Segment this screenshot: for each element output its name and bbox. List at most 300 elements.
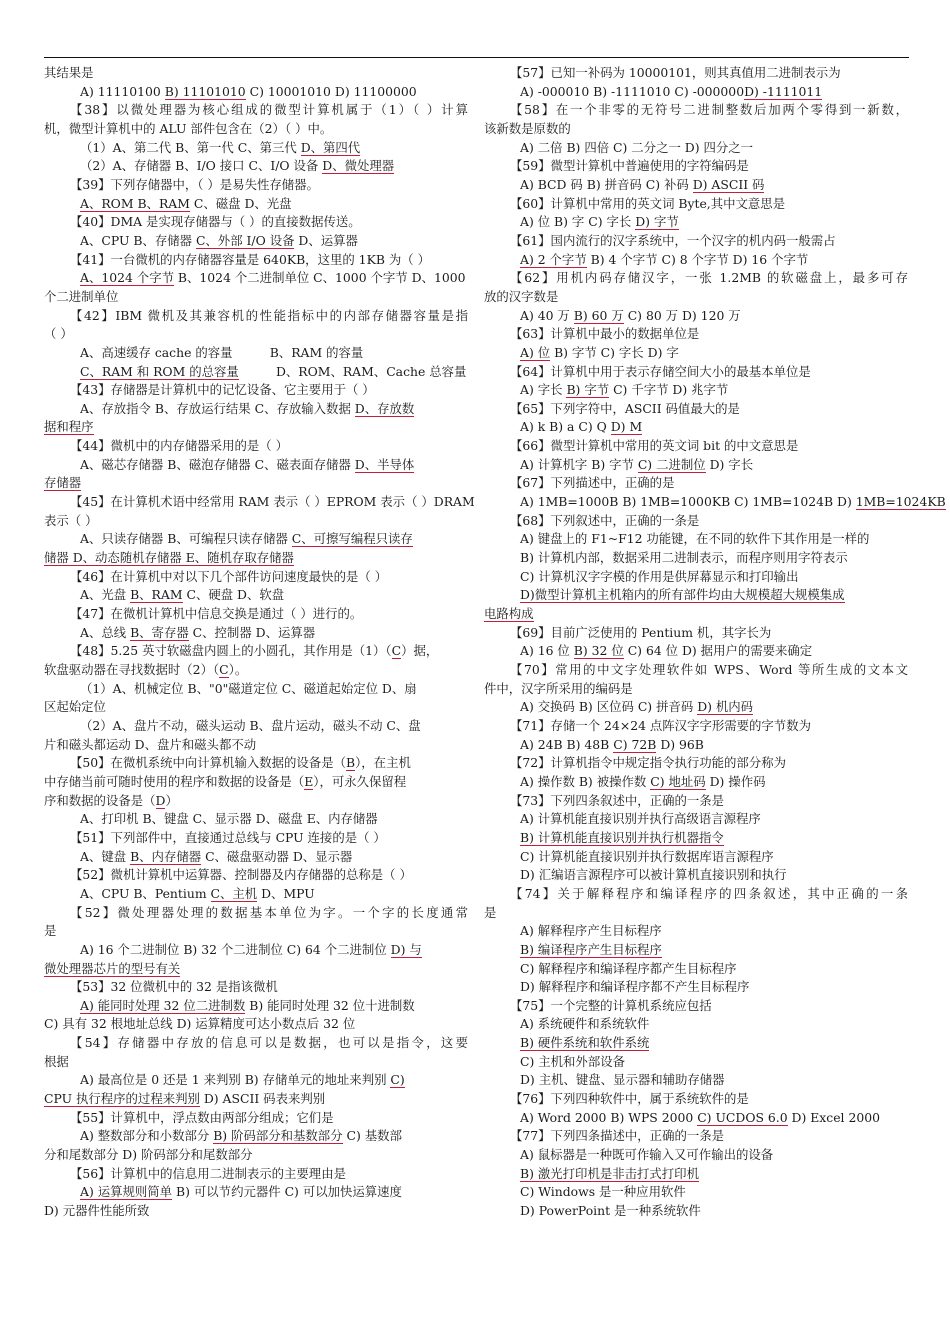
line-text: 【66】微型计算机中常用的英文词 bit 的中文意思是 xyxy=(510,438,799,454)
line-text: 【56】计算机中的信息用二进制表示的主要理由是 xyxy=(70,1165,346,1181)
line-text-rest: B、1024 个二进制单位 C、1000 个字节 D、1000 xyxy=(173,270,466,286)
line-text-rest: D) Excel 2000 xyxy=(787,1109,880,1125)
text-line xyxy=(484,680,908,699)
line-text: 【51】下列部件中，直接通过总线与 CPU 连接的是（ ） xyxy=(70,829,386,845)
text-line xyxy=(44,101,468,120)
line-text: A) 交换码 B) 区位码 C) 拼音码 xyxy=(520,699,698,715)
text-line xyxy=(484,269,908,288)
line-text-rest: C、磁盘驱动器 D、显示器 xyxy=(201,848,353,864)
answer-underline: C) UCDOS 6.0 xyxy=(697,1109,788,1125)
line-text: 【77】下列四条描述中，正确的一条是 xyxy=(510,1128,725,1144)
line-text-rest: D) ASCII 码表来判别 xyxy=(199,1091,326,1107)
line-text-rest: C、硬盘 D、软盘 xyxy=(182,587,285,603)
line-text: 【58】在一个非零的无符号二进制整数后加两个零得到一新数， xyxy=(510,102,908,118)
line-text: （2）A、存储器 B、I/O 接口 C、I/O 设备 xyxy=(80,158,323,174)
answer-underline: A、ROM B、RAM xyxy=(80,195,190,211)
answer-underline: B) 32 位 xyxy=(573,643,624,659)
text-line xyxy=(44,363,468,382)
line-text: A) 字长 xyxy=(520,382,567,398)
line-text: A) Word 2000 B) WPS 2000 xyxy=(520,1109,698,1125)
header-rule xyxy=(44,57,909,58)
line-text: C) Windows 是一种应用软件 xyxy=(520,1184,686,1200)
line-text: A) 二倍 B) 四倍 C) 二分之一 D) 四分之一 xyxy=(520,139,754,155)
line-text-rest: ）。 xyxy=(228,662,248,677)
text-line xyxy=(44,1015,468,1034)
answer-underline: D、半导体 xyxy=(354,456,415,472)
line-text: 件中，汉字所采用的编码是 xyxy=(484,680,633,696)
line-text-rest: D) 字长 xyxy=(705,456,754,472)
text-line xyxy=(484,1202,908,1221)
text-line xyxy=(484,829,908,848)
text-line xyxy=(484,232,908,251)
line-text-rest: B) 可以节约元器件 C) 可以加快运算速度 xyxy=(172,1184,402,1200)
line-text: 【72】计算机指令中规定指令执行功能的部分称为 xyxy=(510,755,786,771)
line-text: D) PowerPoint 是一种系统软件 xyxy=(520,1203,701,1219)
answer-underline: D)微型计算机主机箱内的所有部件均由大规模超大规模集成 xyxy=(520,587,845,603)
answer-underline: 储器 D、动态随机存储器 E、随机存取存储器 xyxy=(44,550,294,566)
line-text: 【45】在计算机术语中经常用 RAM 表示（ ）EPROM 表示（ ）DRAM xyxy=(70,494,475,510)
line-text: 【53】32 位微机中的 32 是指该微机 xyxy=(70,979,278,995)
line-text: 【62】用机内码存储汉字，一张 1.2MB 的软磁盘上，最多可存 xyxy=(510,270,908,286)
text-line xyxy=(484,400,908,419)
text-line xyxy=(484,810,908,829)
text-line xyxy=(44,1053,468,1072)
line-text: C) 具有 32 根地址总线 D) 运算精度可达小数点后 32 位 xyxy=(44,1016,356,1032)
text-line xyxy=(484,586,908,605)
line-text: A) 16 位 xyxy=(520,643,574,659)
line-text: A、CPU B、存储器 xyxy=(80,232,196,248)
answer-underline: A) 2 个字节 xyxy=(520,251,587,267)
text-line xyxy=(44,307,468,326)
text-line xyxy=(44,661,468,680)
answer-underline: C xyxy=(391,643,402,659)
line-text: 【48】5.25 英寸软磁盘内圆上的小圆孔，其作用是（1）（ xyxy=(70,643,392,659)
line-text-rest: ）据， xyxy=(401,643,439,659)
text-line xyxy=(484,474,908,493)
line-text: A) -000010 B) -1111010 C) -000000 xyxy=(520,83,745,99)
text-line xyxy=(484,363,908,382)
text-line xyxy=(484,754,908,773)
line-text: 该新数是原数的 xyxy=(484,120,571,136)
text-line xyxy=(484,978,908,997)
text-line xyxy=(44,1183,468,1202)
answer-underline: C) 地址码 xyxy=(650,773,706,789)
text-line xyxy=(44,904,468,923)
text-line xyxy=(484,1034,908,1053)
line-text: A) 最高位是 0 还是 1 来判别 B) 存储单元的地址来判别 xyxy=(80,1072,391,1088)
line-text: 【76】下列四种软件中，属于系统软件的是 xyxy=(510,1091,749,1107)
line-text: 放的汉字数是 xyxy=(484,288,559,304)
text-line xyxy=(484,904,908,923)
text-line xyxy=(44,139,468,158)
text-line xyxy=(44,848,468,867)
line-text: C) 计算机汉字字模的作用是供屏幕显示和打印输出 xyxy=(520,568,799,584)
text-line xyxy=(484,83,908,102)
answer-underline: B) 11101010 xyxy=(164,83,246,99)
answer-underline: 存储器 xyxy=(44,475,82,491)
text-line xyxy=(484,493,946,512)
text-line xyxy=(484,512,908,531)
answer-underline: A) 位 xyxy=(520,344,551,360)
line-text-rest: C) 基数部 xyxy=(342,1128,402,1144)
line-text: 分和尾数部分 D) 阶码部分和尾数部分 xyxy=(44,1147,253,1163)
line-text: 中存储当前可随时使用的程序和数据的设备是（ xyxy=(44,773,305,789)
text-line xyxy=(44,269,468,288)
line-text: 【44】微机中的内存储器采用的是（ ） xyxy=(70,438,288,454)
line-text-rest: ） xyxy=(165,792,178,808)
line-text-rest: B) 4 个字节 C) 8 个字节 D) 16 个字节 xyxy=(586,251,809,267)
line-text: A) 鼠标器是一种既可作输入又可作输出的设备 xyxy=(520,1147,774,1163)
line-text: 【52】微处理器处理的数据基本单位为字。一个字的长度通常 xyxy=(70,904,468,920)
line-text: （ ） xyxy=(44,326,73,342)
line-text: 【75】一个完整的计算机系统应包括 xyxy=(510,997,712,1013)
text-line xyxy=(44,400,468,419)
text-line xyxy=(44,960,468,979)
text-line xyxy=(44,157,468,176)
text-line xyxy=(484,605,908,624)
answer-underline: D) -1111011 xyxy=(744,83,823,99)
answer-underline: D xyxy=(155,792,166,808)
text-line xyxy=(484,418,908,437)
line-text: 【55】计算机中，浮点数由两部分组成；它们是 xyxy=(70,1109,334,1125)
answer-underline: D) ASCII 码 xyxy=(692,176,765,192)
answer-underline: B) 激光打印机是非击打式打印机 xyxy=(520,1165,699,1181)
line-text: （1）A、机械定位 B、"0"磁道定位 C、磁道起始定位 D、扇 xyxy=(80,680,417,696)
answer-underline: C xyxy=(219,662,229,677)
text-line xyxy=(484,101,908,120)
answer-underline: C、外部 I/O 设备 xyxy=(195,232,295,248)
line-text: A) 计算机能直接识别并执行高级语言源程序 xyxy=(520,811,761,827)
answer-underline: CPU 执行程序的过程来判别 xyxy=(44,1091,200,1107)
line-text: D) 解释程序和编译程序都不产生目标程序 xyxy=(520,979,750,995)
text-line xyxy=(484,717,908,736)
text-line xyxy=(484,251,908,270)
text-line xyxy=(484,885,908,904)
text-line xyxy=(484,176,908,195)
text-line xyxy=(44,456,468,475)
text-line xyxy=(44,120,468,139)
text-line xyxy=(484,157,908,176)
answer-underline: C) xyxy=(390,1072,405,1088)
text-line xyxy=(44,213,468,232)
text-line xyxy=(484,922,908,941)
line-text: A) 计算机字 B) 字节 xyxy=(520,456,638,472)
text-line xyxy=(44,1071,468,1090)
text-line xyxy=(484,1090,908,1109)
line-text: 【43】存储器是计算机中的记忆设备、它主要用于（ ） xyxy=(70,382,375,398)
text-line xyxy=(484,288,908,307)
answer-underline: C) 二进制位 xyxy=(637,456,706,472)
line-text: 【40】DMA 是实现存储器与（ ）的直接数据传送。 xyxy=(70,214,361,230)
text-line xyxy=(44,773,468,792)
line-text: 片和磁头都运动 D、盘片和磁头都不动 xyxy=(44,736,257,752)
text-line xyxy=(44,829,468,848)
answer-underline: B) 编译程序产生目标程序 xyxy=(520,941,662,957)
text-line xyxy=(484,456,908,475)
line-text: 根据 xyxy=(44,1053,69,1069)
text-line xyxy=(44,512,468,531)
text-line xyxy=(44,922,468,941)
line-text-rest: ），在主机 xyxy=(355,755,411,771)
answer-underline: B) 硬件系统和软件系统 xyxy=(520,1035,650,1051)
line-text: 表示（ ） xyxy=(44,512,98,528)
line-text: A、总线 xyxy=(80,624,131,640)
line-text-rest: C、控制器 D、运算器 xyxy=(188,624,316,640)
answer-underline: 微处理器芯片的型号有关 xyxy=(44,960,181,976)
line-text: 【41】一台微机的内存储器容量是 640KB，这里的 1KB 为（ ） xyxy=(70,251,430,267)
text-line xyxy=(484,195,908,214)
line-text: 【69】目前广泛使用的 Pentium 机，其字长为 xyxy=(510,624,772,640)
line-text: 【39】下列存储器中，（ ）是易失性存储器。 xyxy=(70,176,319,192)
line-text-rest: C) 千字节 D) 兆字节 xyxy=(609,382,729,398)
text-line xyxy=(44,586,468,605)
line-text: B) 计算机内部，数据采用二进制表示，而程序则用字符表示 xyxy=(520,550,848,566)
text-line xyxy=(44,418,468,437)
text-line xyxy=(484,139,908,158)
answer-underline: 电路构成 xyxy=(484,606,534,622)
line-text: 【67】下列描述中，正确的是 xyxy=(510,475,675,491)
line-text: D) 元器件性能所致 xyxy=(44,1203,150,1219)
left-column xyxy=(44,64,475,1221)
line-text: （2）A、盘片不动，磁头运动 B、盘片运动，磁头不动 C、盘 xyxy=(80,717,421,733)
text-line xyxy=(484,325,908,344)
answer-underline: C、RAM 和 ROM 的总容量 xyxy=(80,363,239,379)
text-line xyxy=(484,866,908,885)
text-line xyxy=(484,642,908,661)
text-line xyxy=(484,437,908,456)
line-text: 【61】国内流行的汉字系统中，一个汉字的机内码一般需占 xyxy=(510,232,836,248)
text-line xyxy=(44,736,468,755)
text-line xyxy=(484,1071,908,1090)
line-text: 机，微型计算机中的 ALU 部件包含在（2）（ ）中。 xyxy=(44,120,333,136)
line-text: A) 1MB=1000B B) 1MB=1000KB C) 1MB=1024B D) xyxy=(520,494,856,510)
text-line xyxy=(484,698,908,717)
answer-underline: D、存放数 xyxy=(354,400,415,416)
text-line xyxy=(44,1034,468,1053)
line-text: A) 40 万 xyxy=(520,307,574,323)
text-line xyxy=(484,792,908,811)
answer-underline: B) 计算机能直接识别并执行机器指令 xyxy=(520,829,724,845)
text-line xyxy=(484,661,908,680)
line-text: 【52】微机计算机中运算器、控制器及内存储器的总称是（ ） xyxy=(70,867,412,883)
line-text: A) 操作数 B) 被操作数 xyxy=(520,773,651,789)
line-text-rest: D、ROM、RAM、Cache 总容量 xyxy=(238,363,467,379)
line-text: A) 系统硬件和系统软件 xyxy=(520,1016,650,1032)
text-line xyxy=(484,213,908,232)
line-text: A) 11110100 xyxy=(80,83,165,99)
line-text: 是 xyxy=(484,904,497,920)
text-line xyxy=(44,642,468,661)
text-line xyxy=(44,325,468,344)
text-line xyxy=(44,176,468,195)
line-text: A) 解释程序产生目标程序 xyxy=(520,923,662,939)
line-text: 【50】在微机系统中向计算机输入数据的设备是（ xyxy=(70,755,346,771)
text-line xyxy=(484,1015,908,1034)
line-text: 序和数据的设备是（ xyxy=(44,792,156,808)
line-text: A、CPU B、Pentium xyxy=(80,885,211,901)
answer-underline: B) 60 万 xyxy=(573,307,624,323)
text-line xyxy=(44,1165,468,1184)
line-text: A、键盘 xyxy=(80,848,131,864)
text-line xyxy=(44,866,468,885)
line-text: 区起始定位 xyxy=(44,699,106,715)
line-text: C) 解释程序和编译程序都产生目标程序 xyxy=(520,960,737,976)
answer-underline: C) 72B xyxy=(613,736,657,752)
line-text: A、磁芯存储器 B、磁泡存储器 C、磁表面存储器 xyxy=(80,456,355,472)
line-text: 【60】计算机中常用的英文词 Byte,其中文意思是 xyxy=(510,195,786,211)
text-line xyxy=(44,941,468,960)
text-line xyxy=(44,568,468,587)
line-text-rest: B) 能同时处理 32 位十进制数 xyxy=(245,997,415,1013)
text-line xyxy=(44,288,468,307)
line-text: A) 键盘上的 F1~F12 功能键，在不同的软件下其作用是一样的 xyxy=(520,531,870,547)
line-text-rest: C) 80 万 D) 120 万 xyxy=(623,307,741,323)
line-text: A) 位 B) 字 C) 字长 xyxy=(520,214,636,230)
text-line xyxy=(484,1127,908,1146)
text-line xyxy=(44,1127,468,1146)
answer-underline: B、寄存器 xyxy=(130,624,189,640)
line-text: 是 xyxy=(44,923,57,939)
text-line xyxy=(44,232,468,251)
text-line xyxy=(484,307,908,326)
line-text: A、存放指令 B、存放运行结果 C、存放输入数据 xyxy=(80,400,355,416)
line-text: 【65】下列字符中，ASCII 码值最大的是 xyxy=(510,400,740,416)
answer-underline: A) 能同时处理 32 位二进制数 xyxy=(80,997,246,1013)
text-line xyxy=(44,493,475,512)
text-line xyxy=(44,1109,468,1128)
text-line xyxy=(484,530,908,549)
text-line xyxy=(484,1146,908,1165)
text-line xyxy=(484,736,908,755)
text-line xyxy=(484,549,908,568)
text-line xyxy=(484,960,908,979)
answer-underline: D) 字节 xyxy=(635,214,679,230)
text-line xyxy=(484,624,908,643)
answer-underline: B、内存储器 xyxy=(130,848,202,864)
line-text: 【54】存储器中存放的信息可以是数据，也可以是指令，这要 xyxy=(70,1035,468,1051)
text-line xyxy=(484,997,908,1016)
text-line xyxy=(484,344,908,363)
answer-underline: D、微处理器 xyxy=(322,158,395,174)
text-line xyxy=(44,64,468,83)
line-text: 【71】存储一个 24×24 点阵汉字字形需要的字节数为 xyxy=(510,717,811,733)
text-line xyxy=(44,83,468,102)
answer-underline: B xyxy=(345,755,356,771)
answer-underline: D) 机内码 xyxy=(697,699,754,715)
line-text: C) 计算机能直接识别并执行数据库语言源程序 xyxy=(520,848,774,864)
text-line xyxy=(484,568,908,587)
line-text: A、高速缓存 cache 的容量 B、RAM 的容量 xyxy=(80,344,364,360)
text-line xyxy=(44,1146,468,1165)
answer-underline: C、可擦写编程只读存 xyxy=(291,531,413,547)
answer-underline: B) 阶码部分和基数部分 xyxy=(213,1128,343,1144)
text-line xyxy=(44,1090,468,1109)
line-text-rest: B) 字节 C) 字长 D) 字 xyxy=(550,344,679,360)
text-line xyxy=(44,698,468,717)
text-line xyxy=(44,195,468,214)
line-text: 【68】下列叙述中，正确的一条是 xyxy=(510,512,700,528)
text-line xyxy=(44,810,468,829)
line-text-rest: C、磁盘 D、光盘 xyxy=(189,195,292,211)
text-line xyxy=(44,885,468,904)
text-line xyxy=(484,941,908,960)
text-line xyxy=(44,605,468,624)
text-line xyxy=(44,754,468,773)
answer-underline: 据和程序 xyxy=(44,419,94,435)
line-text: 【74】关于解释程序和编译程序的四条叙述，其中正确的一条 xyxy=(510,885,908,901)
text-line xyxy=(484,64,908,83)
line-text-rest: C) 10001010 D) 11100000 xyxy=(245,83,417,99)
text-line xyxy=(484,773,908,792)
line-text: C) 主机和外部设备 xyxy=(520,1053,625,1069)
line-text: 【46】在计算机中对以下几个部件访问速度最快的是（ ） xyxy=(70,568,388,584)
line-text: 【38】以微处理器为核心组成的微型计算机属于（1）（ ）计算 xyxy=(70,102,468,118)
text-line xyxy=(44,978,468,997)
text-line xyxy=(484,120,908,139)
text-line xyxy=(44,717,468,736)
line-text-rest: C) 64 位 D) 据用户的需要来确定 xyxy=(623,643,813,659)
line-text: 个二进制单位 xyxy=(44,288,119,304)
text-line xyxy=(484,1183,908,1202)
line-text: 【64】计算机中用于表示存储空间大小的最基本单位是 xyxy=(510,363,811,379)
text-line xyxy=(44,792,468,811)
answer-underline: A) 运算规则简单 xyxy=(80,1184,173,1200)
text-line xyxy=(484,1109,908,1128)
line-text: A) BCD 码 B) 拼音码 C) 补码 xyxy=(520,176,693,192)
text-line xyxy=(44,1202,468,1221)
line-text: D) 主机、键盘、显示器和辅助存储器 xyxy=(520,1072,725,1088)
line-text: 【57】已知一补码为 10000101，则其真值用二进制表示为 xyxy=(510,65,841,80)
answer-underline: E xyxy=(304,773,314,789)
text-line xyxy=(484,1165,908,1184)
text-line xyxy=(484,848,908,867)
text-line xyxy=(484,1053,908,1072)
text-line xyxy=(44,437,468,456)
line-text: 【70】常用的中文字处理软件如 WPS、Word 等所生成的文本文 xyxy=(510,662,908,677)
line-text: A) 16 个二进制位 B) 32 个二进制位 C) 64 个二进制位 xyxy=(80,941,391,957)
line-text: D) 汇编语言源程序可以被计算机直接识别和执行 xyxy=(520,867,787,883)
line-text-rest: D) 操作码 xyxy=(705,773,766,789)
answer-underline: D、第四代 xyxy=(300,139,361,155)
text-line xyxy=(44,997,468,1016)
line-text: A、光盘 xyxy=(80,587,131,603)
text-line xyxy=(44,549,468,568)
line-text: 【47】在微机计算机中信息交换是通过（ ）进行的。 xyxy=(70,606,363,622)
answer-underline: D) 与 xyxy=(390,941,422,957)
line-text: 【59】微型计算机中普遍使用的字符编码是 xyxy=(510,158,749,174)
answer-underline: D) M xyxy=(610,419,643,435)
text-line xyxy=(44,680,468,699)
line-text-rest: D、MPU xyxy=(257,885,315,901)
text-line xyxy=(44,624,468,643)
text-line xyxy=(44,251,468,270)
answer-underline: C、主机 xyxy=(210,885,258,901)
answer-underline: B、RAM xyxy=(130,587,183,603)
text-line xyxy=(44,530,468,549)
text-line xyxy=(44,474,468,493)
line-text-rest: D) 96B xyxy=(656,736,704,752)
line-text: A) 整数部分和小数部分 xyxy=(80,1128,214,1144)
line-text: A、打印机 B、键盘 C、显示器 D、磁盘 E、内存储器 xyxy=(80,811,378,827)
line-text: （1）A、第二代 B、第一代 C、第三代 xyxy=(80,139,301,155)
line-text: 【73】下列四条叙述中，正确的一条是 xyxy=(510,792,725,808)
line-text-rest: ），可永久保留程 xyxy=(313,773,407,789)
text-line xyxy=(44,344,468,363)
answer-underline: B) 字节 xyxy=(566,382,610,398)
line-text: A) 24B B) 48B xyxy=(520,736,614,752)
answer-underline: 1MB=1024KB xyxy=(855,494,946,510)
line-text: A) k B) a C) Q xyxy=(520,419,611,435)
